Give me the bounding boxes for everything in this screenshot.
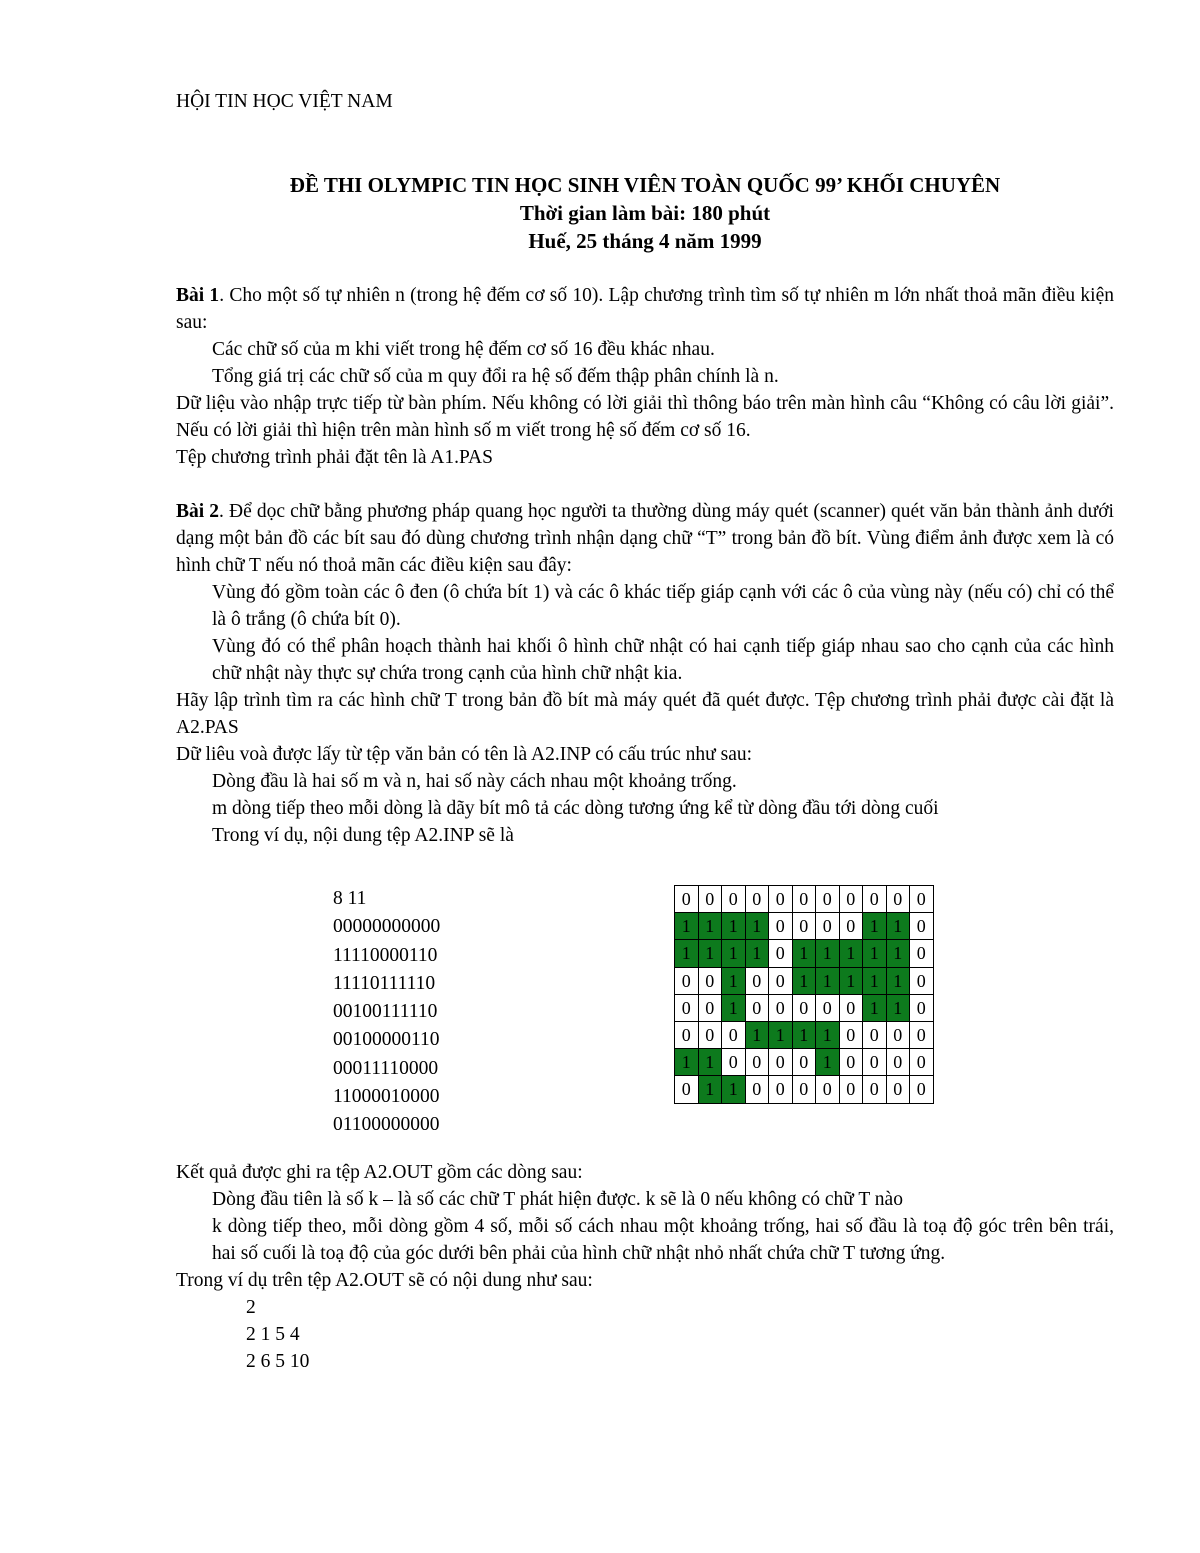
bitmap-cell: 0	[863, 1076, 887, 1103]
example-input-line: 11110111110	[333, 972, 436, 994]
bitmap-cell: 1	[698, 1049, 722, 1076]
bitmap-cell: 0	[792, 1049, 816, 1076]
bitmap-cell: 0	[722, 1049, 746, 1076]
bitmap-cell: 0	[698, 886, 722, 913]
bitmap-cell: 1	[792, 1021, 816, 1048]
bitmap-cell: 0	[839, 913, 863, 940]
bitmap-cell: 0	[839, 1021, 863, 1048]
bitmap-cell: 0	[910, 913, 934, 940]
bitmap-cell: 0	[722, 1021, 746, 1048]
bitmap-cell: 0	[792, 913, 816, 940]
example-input-line: 8 11	[333, 888, 367, 909]
bitmap-cell: 0	[910, 1049, 934, 1076]
problem-2-intro-text: . Để dọc chữ bằng phương pháp quang học người ta thường dùng máy quét (scanner) quét văn bản thành ảnh dưới dạng một bản đồ các bít sau đó dùng chương trình nhận dạng chữ “T” trong bản đồ bít. Vùng điểm ảnh được xem là có hình chữ T nếu nó thoả mãn các điều kiện sau đây:	[176, 501, 1114, 576]
bitmap-cell: 0	[816, 994, 840, 1021]
exam-duration: Thời gian làm bài: 180 phút	[519, 201, 771, 225]
bitmap-cell: 1	[886, 967, 910, 994]
bitmap-cell: 1	[839, 967, 863, 994]
problem-2-output	[176, 1159, 1114, 1375]
bitmap-row	[675, 913, 934, 940]
problem-2-label: Bài 2	[176, 501, 220, 522]
bitmap-cell: 0	[698, 967, 722, 994]
output-example-line: 2 6 5 10	[246, 1351, 310, 1372]
problem-2-input-line-2: m dòng tiếp theo mỗi dòng là dãy bít mô tả các dòng tương ứng kể từ dòng đầu tới dòng cuối	[212, 798, 939, 819]
bitmap-row	[675, 886, 934, 913]
bitmap-cell: 0	[675, 994, 699, 1021]
bitmap-cell: 1	[863, 967, 887, 994]
bitmap-cell: 1	[675, 940, 699, 967]
problem-2	[176, 498, 1114, 1375]
bitmap-cell: 0	[792, 886, 816, 913]
output-line-2: k dòng tiếp theo, mỗi dòng gồm 4 số, mỗi số cách nhau một khoảng trống, hai số đầu là toạ độ góc trên bên trái, hai số cuối là toạ độ của góc dưới bên phải của hình chữ nhật nhỏ nhất chứa chữ T tương ứng.	[212, 1216, 1114, 1264]
output-line-1: Dòng đầu tiên là số k – là số các chữ T phát hiện được. k sẽ là 0 nếu không có chữ T nào	[212, 1189, 903, 1210]
bitmap-cell: 0	[675, 1076, 699, 1103]
bitmap-cell: 0	[769, 1049, 793, 1076]
bitmap-cell: 0	[886, 1021, 910, 1048]
bitmap-cell: 1	[722, 1076, 746, 1103]
problem-2-input-intro: Dữ liêu voà được lấy từ tệp văn bản có tên là A2.INP có cấu trúc như sau:	[176, 744, 753, 765]
output-example-line: 2 1 5 4	[246, 1324, 300, 1345]
bitmap-cell: 0	[839, 1076, 863, 1103]
bitmap-cell: 0	[792, 1076, 816, 1103]
bitmap-cell: 1	[863, 940, 887, 967]
problem-1	[176, 282, 1114, 471]
output-example-listing	[176, 1294, 1114, 1375]
bitmap-cell: 0	[745, 886, 769, 913]
bitmap-cell: 0	[698, 994, 722, 1021]
bitmap-cell: 1	[886, 994, 910, 1021]
bitmap-cell: 0	[886, 1076, 910, 1103]
bitmap-cell: 1	[675, 1049, 699, 1076]
bitmap-cell: 0	[839, 886, 863, 913]
bitmap-cell: 0	[769, 1076, 793, 1103]
bitmap-cell: 0	[910, 994, 934, 1021]
bitmap-cell: 1	[863, 913, 887, 940]
bitmap-cell: 1	[792, 940, 816, 967]
bitmap-cell: 0	[675, 886, 699, 913]
example-input-line: 00000000000	[333, 916, 441, 938]
bitmap-row	[675, 940, 934, 967]
bitmap-cell: 0	[722, 886, 746, 913]
bitmap-cell: 0	[910, 886, 934, 913]
problem-2-input-line-3: Trong ví dụ, nội dung tệp A2.INP sẽ là	[212, 825, 514, 846]
bitmap-cell: 1	[698, 1076, 722, 1103]
bitmap-cell: 1	[816, 1049, 840, 1076]
bitmap-cell: 0	[675, 1021, 699, 1048]
bitmap-row	[675, 1049, 934, 1076]
bitmap-row	[675, 994, 934, 1021]
bitmap-cell: 1	[863, 994, 887, 1021]
problem-1-condition-2: Tổng giá trị các chữ số của m quy đổi ra hệ số đếm thập phân chính là n.	[212, 366, 779, 387]
bitmap-cell: 0	[769, 994, 793, 1021]
example-input-line: 00100111110	[333, 1001, 438, 1023]
example-input-line: 11110000110	[333, 944, 438, 966]
bitmap-cell: 0	[816, 913, 840, 940]
bitmap-cell: 0	[769, 913, 793, 940]
exam-title-block	[176, 171, 1114, 255]
output-example-intro: Trong ví dụ trên tệp A2.OUT sẽ có nội dung như sau:	[176, 1270, 593, 1291]
bitmap-cell: 0	[792, 994, 816, 1021]
bitmap-cell: 0	[769, 886, 793, 913]
problem-1-intro-text: . Cho một số tự nhiên n (trong hệ đếm cơ số 10). Lập chương trình tìm số tự nhiên m lớn nhất thoả mãn điều kiện sau:	[176, 285, 1114, 333]
bitmap-cell: 0	[745, 1076, 769, 1103]
example-input-line: 00100000110	[333, 1029, 440, 1051]
problem-1-condition-1: Các chữ số của m khi viết trong hệ đếm cơ số 16 đều khác nhau.	[212, 339, 715, 360]
problem-2-task: Hãy lập trình tìm ra các hình chữ T trong bản đồ bít mà máy quét đã quét được. Tệp chương trình phải được cài đặt là A2.PAS	[176, 690, 1114, 738]
bitmap-cell: 0	[910, 1021, 934, 1048]
problem-1-intro	[176, 282, 1114, 336]
bitmap-cell: 1	[839, 940, 863, 967]
bitmap-cell: 0	[863, 1021, 887, 1048]
bitmap-cell: 1	[792, 967, 816, 994]
bitmap-cell: 1	[745, 913, 769, 940]
organization-name: HỘI TIN HỌC VIỆT NAM	[176, 91, 393, 112]
bitmap-cell: 1	[816, 940, 840, 967]
exam-date-place: Huế, 25 tháng 4 năm 1999	[528, 229, 762, 253]
bitmap-cell: 1	[886, 913, 910, 940]
bitmap-cell: 0	[816, 886, 840, 913]
output-example-line: 2	[246, 1297, 256, 1318]
bitmap-cell: 1	[722, 913, 746, 940]
example-input-listing	[333, 885, 440, 1140]
example-area	[176, 885, 1114, 1145]
problem-2-intro	[176, 498, 1114, 579]
bitmap-cell: 0	[745, 994, 769, 1021]
bitmap-cell: 1	[816, 1021, 840, 1048]
bitmap-row	[675, 1076, 934, 1103]
example-input-line: 11000010000	[333, 1086, 440, 1108]
problem-2-input-line-1: Dòng đầu là hai số m và n, hai số này cách nhau một khoảng trống.	[212, 771, 737, 792]
problem-2-condition-2: Vùng đó có thể phân hoạch thành hai khối ô hình chữ nhật có hai cạnh tiếp giáp nhau sao cho cạnh của các hình chữ nhật này thực sự chứa trong cạnh của hình chữ nhật kia.	[212, 636, 1114, 684]
bitmap-cell: 1	[769, 1021, 793, 1048]
bitmap-cell: 1	[745, 1021, 769, 1048]
bitmap-cell: 0	[886, 886, 910, 913]
bitmap-cell: 0	[863, 886, 887, 913]
bitmap-row	[675, 1021, 934, 1048]
bitmap-cell: 0	[745, 1049, 769, 1076]
bitmap-cell: 0	[910, 940, 934, 967]
bitmap-cell: 0	[675, 967, 699, 994]
problem-1-io: Dữ liệu vào nhập trực tiếp từ bàn phím. Nếu không có lời giải thì thông báo trên màn hình câu “Không có câu lời giải”. Nếu có lời giải thì hiện trên màn hình số m viết trong hệ số đếm cơ số 16.	[176, 393, 1114, 441]
bitmap-cell: 0	[839, 994, 863, 1021]
bitmap-cell: 1	[698, 940, 722, 967]
bitmap-cell: 0	[910, 1076, 934, 1103]
exam-title: ĐỀ THI OLYMPIC TIN HỌC SINH VIÊN TOÀN QUỐC 99’ KHỐI CHUYÊN	[289, 173, 1001, 197]
bitmap-cell: 1	[722, 940, 746, 967]
bitmap-cell: 1	[745, 940, 769, 967]
bitmap-cell: 0	[769, 940, 793, 967]
bitmap-cell: 1	[886, 940, 910, 967]
bitmap-cell: 1	[722, 994, 746, 1021]
bitmap-cell: 0	[698, 1021, 722, 1048]
problem-2-condition-1: Vùng đó gồm toàn các ô đen (ô chứa bít 1) và các ô khác tiếp giáp cạnh với các ô của vùng này (nếu có) chỉ có thể là ô trắng (ô chứa bít 0).	[212, 582, 1114, 630]
bitmap-grid	[674, 885, 934, 1104]
document-page	[176, 88, 1114, 1375]
bitmap-cell: 1	[698, 913, 722, 940]
bitmap-cell: 1	[816, 967, 840, 994]
bitmap-cell: 0	[910, 967, 934, 994]
problem-1-label: Bài 1	[176, 285, 220, 306]
bitmap-cell: 0	[769, 967, 793, 994]
bitmap-cell: 0	[816, 1076, 840, 1103]
output-intro: Kết quả được ghi ra tệp A2.OUT gồm các dòng sau:	[176, 1162, 583, 1183]
bitmap-cell: 0	[839, 1049, 863, 1076]
problem-1-filename: Tệp chương trình phải đặt tên là A1.PAS	[176, 447, 493, 468]
bitmap-cell: 0	[745, 967, 769, 994]
bitmap-row	[675, 967, 934, 994]
bitmap-cell: 1	[722, 967, 746, 994]
example-input-line: 01100000000	[333, 1114, 440, 1136]
example-input-line: 00011110000	[333, 1057, 439, 1079]
bitmap-cell: 0	[886, 1049, 910, 1076]
bitmap-cell: 0	[863, 1049, 887, 1076]
bitmap-cell: 1	[675, 913, 699, 940]
